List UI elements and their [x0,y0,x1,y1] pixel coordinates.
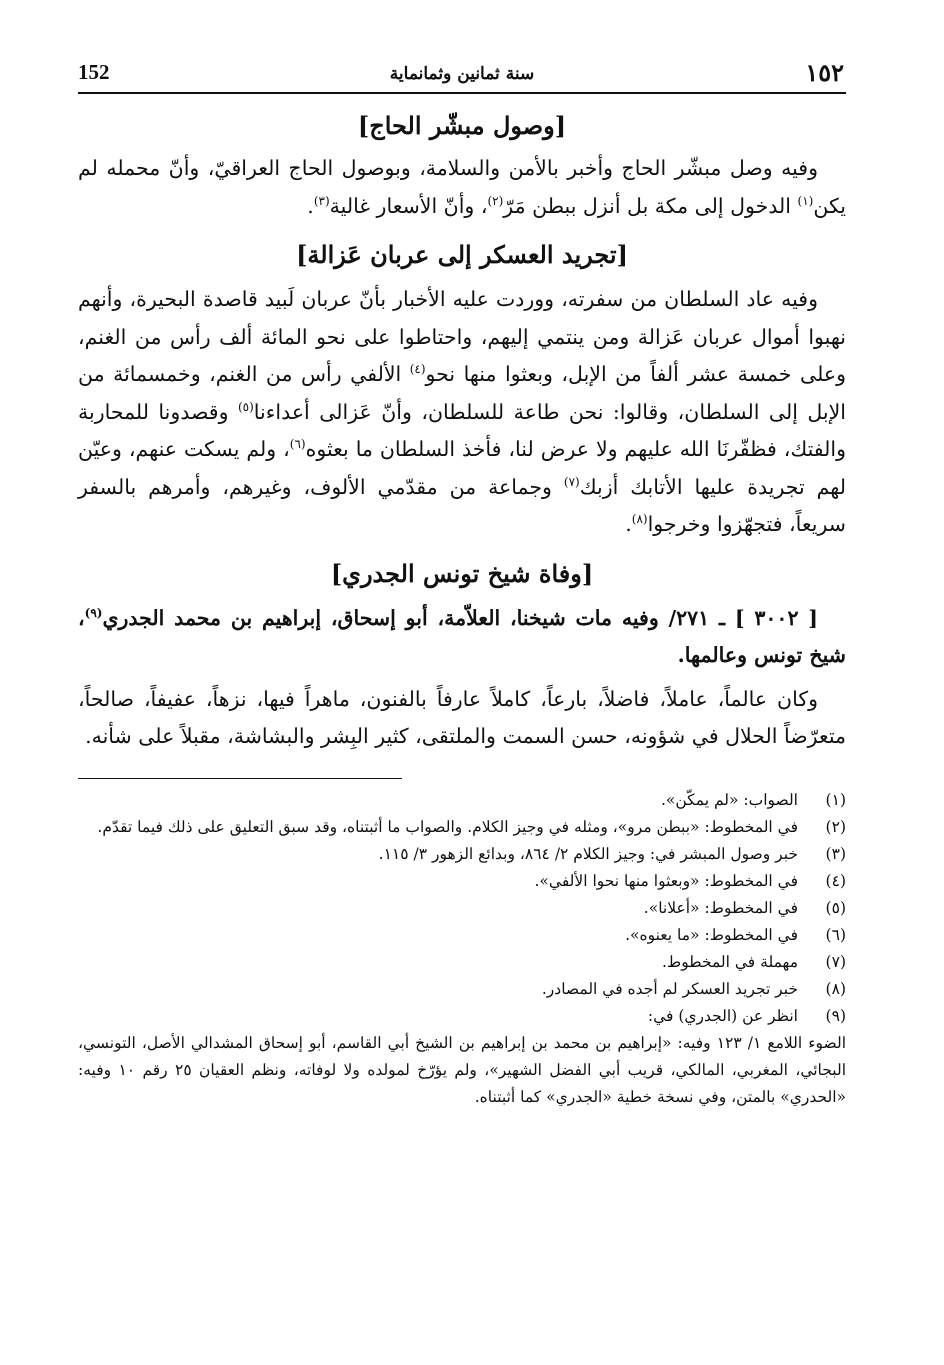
paragraph: وكان عالماً، عاملاً، فاضلاً، بارعاً، كاملاً عارفاً بالفنون، ماهراً فيها، نزهاً، عفيفاً، صالحاً، متعرّضاً الحلال في شؤونه، حسن السمت والملتقى، كثير البِشر والبشاشة، مقبلاً على شأنه. [78,686,846,748]
footnote: (٣) خبر وصول المبشر في: وجيز الكلام ٢/ ٨٦٤، وبدائع الزهور ٣/ ١١٥. [378,844,846,863]
footnote: (٧) مهملة في المخطوط. [661,952,846,971]
footnote-ref: (٨) [631,512,648,527]
page-number-latin: 152 [78,60,110,84]
section-heading: [وصول مبشّر الحاج] [357,111,567,140]
footnote-ref: (٦) [289,437,306,452]
footnote-ref: (٤) [409,362,426,377]
paragraph: وفيه عاد السلطان من سفرته، ووردت عليه الأخبار بأنّ عربان لَبيد قاصدة البحيرة، وأنهم نهبوا أموال عربان عَزالة ومن ينتمي إليهم، واحتاطوا على نحو المائة ألف رأس من الغنم، وعلى خمسة عشر ألفاً من الإبل، وبعثوا منها نحو$^{(٤)}$ الألفي رأس من الغنم، وخمسمائة من الإبل إلى السلطان، وقالوا: نحن طاعة للسلطان، وأنّ عَزالى أعداءنا$^{(٥)}$ وقصدونا للمحاربة والفتك، فظفّرنَا الله عليهم ولا عرض لنا، فأخذ السلطان ما بعثوه$^{(٦)}$، ولم يسكت عنهم، وعيّن لهم تجريدة عليها الأتابك أزبك$^{(٧)}$ وجماعة من مقدّمي الألوف، وغيرهم، وأمرهم بالسفر سريعاً، فتجهّزوا وخرجوا$^{(٨)}$. [78,287,847,536]
footnotes [78,787,846,1111]
book-page [78,58,846,1111]
running-head [78,58,846,94]
paragraph: وفيه وصل مبشّر الحاج وأخبر بالأمن والسلامة، وبوصول الحاج العراقيّ، وأنّ محمله لم يكن$^{(١)}$ الدخول إلى مكة بل أنزل ببطن مَرّ$^{(٢)}$، وأنّ الأسعار غالية$^{(٣)}$. [78,156,846,218]
footnote: (٥) في المخطوط: «أعلانا». [643,898,846,917]
footnote-ref: (١) [797,193,814,208]
footnote: (١) الصواب: «لم يمكّن». [660,790,846,809]
footnote-ref: (٩) [84,605,103,620]
footnote: (٨) خبر تجريد العسكر لم أجده في المصادر. [541,979,846,998]
footnote-continuation: الضوء اللامع ١/ ١٢٣ وفيه: «إبراهيم بن محمد بن إبراهيم بن الشيخ أبي القاسم، أبو إسحاق المشدالي الأصل، التونسي، البجائي، المغربي، المالكي، قريب أبي الفضل الشهير»، ولم يؤرّخ لمولده ولا لوفاته، ونظم العقيان ٢٥ رقم ١٠ وفيه: «الحدري» بالمتن، وفي نسخة خطية «الجدري» كما أثبتناه. [78,1033,847,1106]
footnote: (٦) في المخطوط: «ما يعنوه». [625,925,846,944]
biography-entry: [ ٣٠٠٢ ] ـ ٢٧١/ وفيه مات شيخنا، العلاّمة، أبو إسحاق، إبراهيم بن محمد الجدري$^{(٩)}$، شيخ تونس وعالمها. [78,605,846,667]
section-heading: [وفاة شيخ تونس الجدري] [330,558,594,588]
running-title: سنة ثمانين وثمانماية [389,64,535,84]
footnote-ref: (٢) [487,193,504,208]
footnote: (٢) في المخطوط: «ببطن مرو»، ومثله في وجيز الكلام. والصواب ما أثبتناه، وقد سبق التعليق على ذلك فيما تقدّم. [97,817,846,836]
footnote-ref: (٥) [237,399,254,414]
footnote-ref: (٣) [313,193,330,208]
page-number-arabic: ١٥٢ [805,58,844,87]
footnote-ref: (٧) [563,474,580,489]
footnote: (٩) انظر عن (الجدري) في: [647,1006,846,1025]
section-heading: [تجريد العسكر إلى عربان عَزالة] [296,240,628,269]
footnote: (٤) في المخطوط: «وبعثوا منها نحوا الألفي». [534,871,846,890]
